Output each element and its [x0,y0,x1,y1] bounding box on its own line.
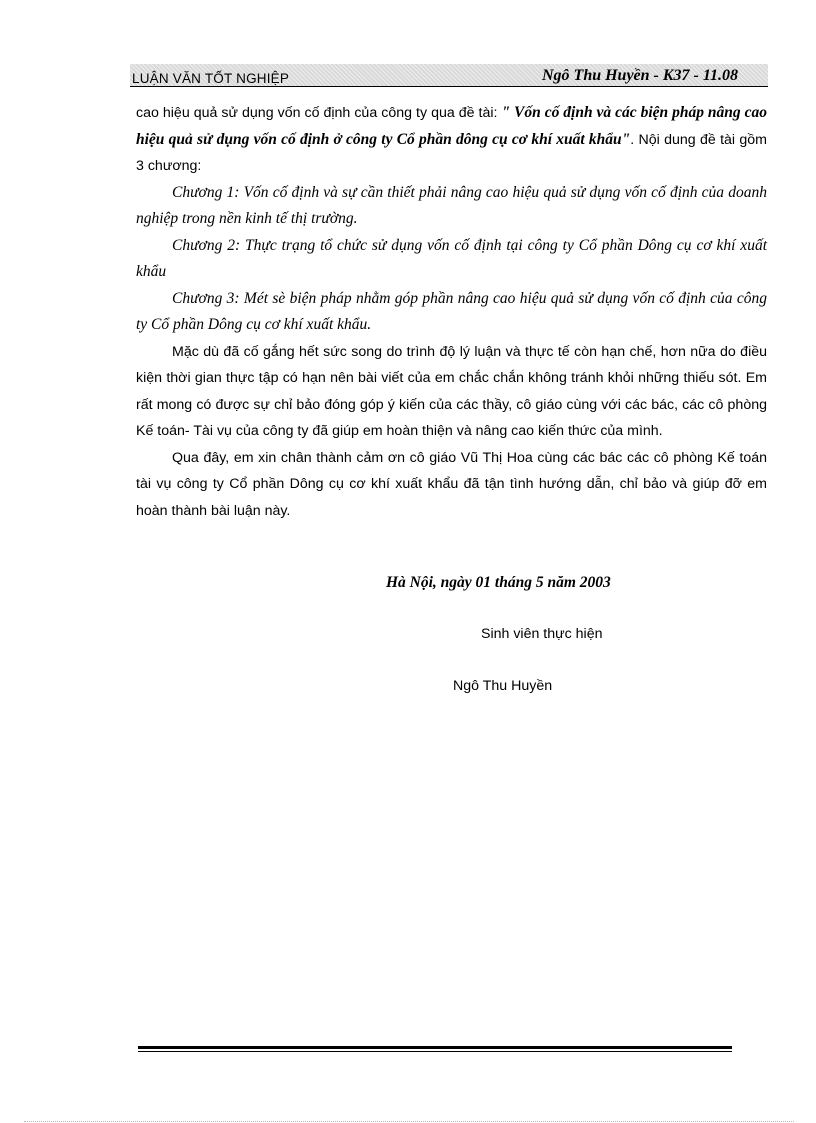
intro-paragraph [136,100,767,180]
page-header [130,64,768,87]
body-paragraph-2: Qua đây, em xin chân thành cảm ơn cô giáo Vũ Thị Hoa cùng các bác các cô phòng Kế toán tài vụ công ty Cổ phần Dông cụ cơ khí xuất khẩu đã tận tình hướng dẫn, chỉ bảo và giúp đỡ em hoàn thành bài luận này. [136,449,767,519]
header-author: Ngô Thu Huyền - K37 - 11.08 [541,67,738,84]
chapter-1-label: Chương 1: [172,183,244,201]
chapter-3-label: Chương 3: [172,289,244,307]
thesis-title: " Vốn cố định và các biện pháp nâng cao hiệu quả sử dụng vốn cố định ở công ty Cổ phần dông cụ cơ khí xuất khẩu" [136,104,767,148]
signature-role: Sinh viên thực hiện [481,626,603,642]
chapter-3 [136,286,767,339]
chapter-2-label: Chương 2: [172,236,246,254]
chapter-1 [136,180,767,233]
intro-text: cao hiệu quả sử dụng vốn cố định của công ty qua đề tài: [136,105,502,121]
header-document-type: LUẬN VĂN TỐT NGHIỆP [132,71,290,86]
signature-date: Hà Nội, ngày 01 tháng 5 năm 2003 [386,574,611,591]
body-paragraph-1: Mặc dù đã cố gắng hết sức song do trình độ lý luận và thực tế còn hạn chế, hơn nữa do điều kiện thời gian thực tập có hạn nên bài viết của em chắc chắn không tránh khỏi những thiếu sót. Em rất mong có được sự chỉ bảo đóng góp ý kiến của các thầy, cô giáo cùng với các bác, các cô phòng Kế toán- Tài vụ của công ty đã giúp em hoàn thiện và nâng cao kiến thức của mình. [136,343,767,439]
document-body [136,100,767,524]
page-edge-divider [24,1121,794,1122]
chapter-2 [136,233,767,286]
chapter-2-text: Thực trạng tổ chức sử dụng vốn cố định tại công ty Cổ phần Dông cụ cơ khí xuất khẩu [136,236,767,280]
chapter-1-text: Vốn cố định và sự cần thiết phải nâng cao hiệu quả sử dụng vốn cố định của doanh nghiệp trong nền kinh tế thị trường. [136,183,767,227]
intro-tail: . Nội dung đề tài gồm 3 chương: [136,131,767,174]
chapter-3-text: Mét sè biện pháp nhằm góp phần nâng cao hiệu quả sử dụng vốn cố định của công ty Cổ phần Dông cụ cơ khí xuất khẩu. [136,289,768,333]
signature-name: Ngô Thu Huyền [453,678,553,694]
footer-divider [138,1046,732,1052]
